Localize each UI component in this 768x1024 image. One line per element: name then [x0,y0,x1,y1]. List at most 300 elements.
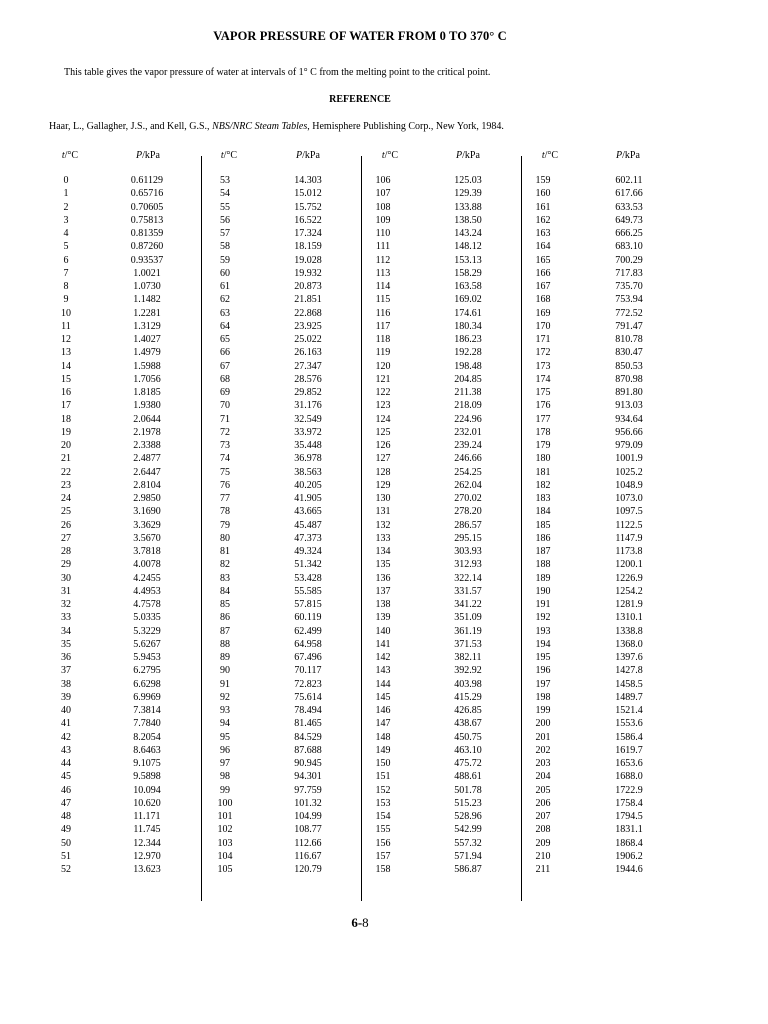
temperature-cell: 147 [375,718,391,730]
pressure-cell: 1.4027 [133,334,161,345]
header-p-symbol: P [136,150,143,161]
reference-publisher: , Hemisphere Publishing Corp., New York, 1984. [307,121,504,132]
pressure-cell: 1097.5 [615,506,643,518]
pressure-cell: 15.752 [294,201,322,213]
temperature-cell: 118 [375,334,391,345]
temperature-cell: 141 [375,638,391,650]
pressure-cell: 57.815 [294,599,322,610]
pressure-cell: 286.57 [454,519,482,531]
pressure-cell: 5.6267 [133,638,161,650]
temperature-cell: 57 [220,228,230,239]
pressure-cell: 361.19 [454,625,482,637]
temperature-cell: 102 [217,824,233,836]
temperature-cell: 149 [375,744,391,756]
temperature-cell: 32 [61,599,71,610]
pressure-cell: 1722.9 [615,784,643,796]
pressure-cell: 153.13 [454,254,482,266]
pressure-cell: 571.94 [454,850,482,862]
temperature-cell: 92 [220,691,230,703]
pressure-cell: 239.24 [454,440,482,451]
pressure-cell: 1458.5 [615,678,643,690]
temperature-cell: 78 [220,506,230,518]
temperature-cell: 96 [220,744,230,756]
pressure-cell: 1.5988 [133,360,161,372]
temperature-cell: 48 [61,811,71,822]
pressure-cell: 830.47 [615,347,643,359]
temperature-cell: 38 [61,678,71,690]
temperature-cell: 21 [61,453,71,465]
temperature-cell: 137 [375,585,391,597]
temperature-cell: 114 [375,281,391,292]
temperature-cell: 185 [535,519,551,531]
temperature-cell: 162 [535,214,551,226]
temperature-cell: 112 [375,254,391,266]
temperature-cell: 67 [220,360,230,372]
pressure-cell: 772.52 [615,307,643,319]
pressure-cell: 1586.4 [615,731,643,743]
temperature-cell: 121 [375,373,391,385]
pressure-cell: 0.65716 [130,188,164,200]
pressure-cell: 101.32 [294,797,322,809]
pressure-cell: 211.38 [454,387,482,398]
temperature-cell: 176 [535,400,551,412]
temperature-cell: 75 [220,466,230,478]
page-number-page: 8 [362,915,369,930]
temperature-cell: 14 [61,360,71,372]
temperature-cell: 140 [375,625,391,637]
pressure-cell: 501.78 [454,784,482,796]
temperature-cell: 25 [61,506,71,518]
temperature-cell: 120 [375,360,391,372]
pressure-cell: 649.73 [615,214,643,226]
pressure-cell: 2.8104 [133,479,161,491]
pressure-cell: 204.85 [454,373,482,385]
temperature-cell: 79 [220,519,230,531]
pressure-cell: 1.8185 [133,387,161,398]
temperature-cell: 192 [535,612,551,624]
pressure-cell: 75.614 [294,691,322,703]
temperature-cell: 29 [61,559,71,571]
pressure-cell: 20.873 [294,281,322,292]
temperature-cell: 124 [375,413,391,425]
pressure-cell: 133.88 [454,201,482,213]
temperature-cell: 208 [535,824,551,836]
temperature-cell: 181 [535,466,551,478]
temperature-cell: 136 [375,572,391,584]
temperature-cell: 63 [220,307,230,319]
temperature-cell: 196 [535,665,551,677]
pressure-cell: 0.93537 [130,254,164,266]
pressure-cell: 87.688 [294,744,322,756]
temperature-cell: 65 [220,334,230,345]
pressure-cell: 104.99 [294,811,322,822]
temperature-cell: 59 [220,254,230,266]
pressure-cell: 81.465 [294,718,322,730]
temperature-cell: 150 [375,758,391,769]
temperature-cell: 111 [375,241,391,253]
temperature-cell: 90 [220,665,230,677]
pressure-cell: 542.99 [454,824,482,836]
pressure-cell: 2.1978 [133,426,161,438]
temperature-cell: 110 [375,228,391,239]
pressure-cell: 21.851 [294,294,322,306]
header-temperature [530,150,570,161]
pressure-cell: 26.163 [294,347,322,359]
pressure-cell: 232.01 [454,426,482,438]
temperature-cell: 70 [220,400,230,412]
temperature-cell: 73 [220,440,230,451]
pressure-cell: 120.79 [294,864,322,875]
temperature-cell: 106 [375,175,391,186]
pressure-cell: 31.176 [294,400,322,412]
pressure-cell: 112.66 [294,837,322,849]
pressure-cell: 1944.6 [615,864,643,875]
temperature-cell: 94 [220,718,230,730]
pressure-cell: 956.66 [615,426,643,438]
pressure-cell: 9.1075 [133,758,161,769]
temperature-cell: 122 [375,387,391,398]
temperature-cell: 175 [535,387,551,398]
temperature-cell: 35 [61,638,71,650]
temperature-cell: 189 [535,572,551,584]
temperature-cell: 157 [375,850,391,862]
pressure-cell: 2.3388 [133,440,161,451]
temperature-cell: 187 [535,546,551,557]
temperature-cell: 39 [61,691,71,703]
temperature-cell: 210 [535,850,551,862]
pressure-cell: 1.4979 [133,347,161,359]
temperature-cell: 51 [61,850,71,862]
pressure-cell: 1489.7 [615,691,643,703]
pressure-cell: 70.117 [294,665,322,677]
pressure-cell: 129.39 [454,188,482,200]
pressure-cell: 169.02 [454,294,482,306]
pressure-cell: 1200.1 [615,559,643,571]
vapor-pressure-table [0,150,768,895]
pressure-cell: 4.7578 [133,599,161,610]
pressure-cell: 475.72 [454,758,482,769]
intro-text: This table gives the vapor pressure of water at intervals of 1° C from the melting point to the critical point. [64,67,491,78]
temperature-cell: 142 [375,652,391,663]
pressure-cell: 3.1690 [133,506,161,518]
pressure-cell: 17.324 [294,228,322,239]
pressure-cell: 1281.9 [615,599,643,610]
temperature-cell: 169 [535,307,551,319]
pressure-cell: 1688.0 [615,771,643,783]
temperature-cell: 77 [220,493,230,504]
pressure-cell: 33.972 [294,426,322,438]
temperature-cell: 153 [375,797,391,809]
pressure-cell: 1397.6 [615,652,643,663]
header-pressure [286,150,330,161]
temperature-cell: 178 [535,426,551,438]
temperature-cell: 198 [535,691,551,703]
pressure-cell: 148.12 [454,241,482,253]
header-t-symbol: t [220,150,224,161]
temperature-cell: 53 [220,175,230,186]
temperature-cell: 62 [220,294,230,306]
pressure-cell: 1794.5 [615,811,643,822]
temperature-cell: 100 [217,797,233,809]
temperature-cell: 99 [220,784,230,796]
temperature-cell: 101 [217,811,233,822]
header-t-unit: /°C [544,150,559,161]
temperature-cell: 107 [375,188,391,200]
pressure-cell: 1.0021 [133,267,161,279]
temperature-cell: 60 [220,267,230,279]
pressure-cell: 1368.0 [615,638,643,650]
pressure-cell: 382.11 [454,652,482,663]
pressure-cell: 1048.9 [615,479,643,491]
pressure-cell: 72.823 [294,678,322,690]
temperature-cell: 43 [61,744,71,756]
temperature-cell: 12 [61,334,71,345]
pressure-cell: 735.70 [615,281,643,292]
temperature-cell: 168 [535,294,551,306]
pressure-cell: 4.4953 [133,585,161,597]
pressure-cell: 392.92 [454,665,482,677]
pressure-cell: 10.094 [133,784,161,796]
pressure-cell: 35.448 [294,440,322,451]
pressure-cell: 666.25 [615,228,643,239]
pressure-cell: 913.03 [615,400,643,412]
temperature-cell: 72 [220,426,230,438]
reference-authors: Haar, L., Gallagher, J.S., and Kell, G.S., [49,121,213,132]
header-p-symbol: P [456,150,463,161]
temperature-cell: 13 [61,347,71,359]
temperature-cell: 125 [375,426,391,438]
pressure-cell: 84.529 [294,731,322,743]
pressure-cell: 515.23 [454,797,482,809]
temperature-cell: 71 [220,413,230,425]
page-number [0,915,720,931]
pressure-cell: 43.665 [294,506,322,518]
pressure-cell: 3.3629 [133,519,161,531]
pressure-cell: 810.78 [615,334,643,345]
temperature-cell: 64 [220,320,230,332]
temperature-cell: 10 [61,307,71,319]
pressure-cell: 322.14 [454,572,482,584]
pressure-cell: 3.5670 [133,532,161,544]
temperature-cell: 0 [63,175,69,186]
pressure-cell: 791.47 [615,320,643,332]
temperature-cell: 30 [61,572,71,584]
header-p-unit: /kPa [462,150,480,161]
header-temperature [209,150,249,161]
pressure-cell: 192.28 [454,347,482,359]
pressure-cell: 6.2795 [133,665,161,677]
pressure-cell: 36.978 [294,453,322,465]
pressure-cell: 198.48 [454,360,482,372]
pressure-cell: 8.6463 [133,744,161,756]
pressure-cell: 295.15 [454,532,482,544]
temperature-cell: 156 [375,837,391,849]
pressure-cell: 1025.2 [615,466,643,478]
pressure-cell: 2.9850 [133,493,161,504]
pressure-cell: 246.66 [454,453,482,465]
pressure-cell: 1831.1 [615,824,643,836]
temperature-cell: 19 [61,426,71,438]
temperature-cell: 155 [375,824,391,836]
temperature-cell: 174 [535,373,551,385]
temperature-cell: 184 [535,506,551,518]
pressure-cell: 1427.8 [615,665,643,677]
temperature-cell: 200 [535,718,551,730]
pressure-cell: 2.0644 [133,413,161,425]
temperature-cell: 97 [220,758,230,769]
temperature-cell: 199 [535,705,551,716]
temperature-cell: 177 [535,413,551,425]
temperature-cell: 46 [61,784,71,796]
pressure-cell: 303.93 [454,546,482,557]
temperature-cell: 88 [220,638,230,650]
pressure-cell: 174.61 [454,307,482,319]
pressure-cell: 19.028 [294,254,322,266]
temperature-cell: 87 [220,625,230,637]
temperature-cell: 166 [535,267,551,279]
pressure-cell: 1619.7 [615,744,643,756]
temperature-cell: 173 [535,360,551,372]
header-pressure [446,150,490,161]
pressure-cell: 90.945 [294,758,322,769]
temperature-cell: 28 [61,546,71,557]
pressure-cell: 138.50 [454,214,482,226]
pressure-cell: 38.563 [294,466,322,478]
pressure-cell: 0.81359 [130,228,164,239]
pressure-cell: 40.205 [294,479,322,491]
pressure-cell: 18.159 [294,241,322,253]
temperature-cell: 104 [217,850,233,862]
temperature-cell: 128 [375,466,391,478]
pressure-cell: 371.53 [454,638,482,650]
pressure-cell: 870.98 [615,373,643,385]
temperature-cell: 69 [220,387,230,398]
temperature-cell: 205 [535,784,551,796]
pressure-cell: 23.925 [294,320,322,332]
pressure-cell: 5.3229 [133,625,161,637]
pressure-cell: 1310.1 [615,612,643,624]
pressure-cell: 53.428 [294,572,322,584]
temperature-cell: 80 [220,532,230,544]
pressure-cell: 488.61 [454,771,482,783]
header-pressure [606,150,650,161]
pressure-cell: 438.67 [454,718,482,730]
temperature-cell: 130 [375,493,391,504]
temperature-cell: 8 [63,281,69,292]
pressure-cell: 116.67 [294,850,322,862]
pressure-cell: 47.373 [294,532,322,544]
temperature-cell: 197 [535,678,551,690]
pressure-cell: 218.09 [454,400,482,412]
pressure-cell: 528.96 [454,811,482,822]
pressure-cell: 45.487 [294,519,322,531]
header-t-symbol: t [381,150,385,161]
pressure-cell: 10.620 [133,797,161,809]
temperature-cell: 16 [61,387,71,398]
pressure-cell: 11.745 [133,824,161,836]
temperature-cell: 68 [220,373,230,385]
temperature-cell: 81 [220,546,230,557]
header-p-unit: /kPa [142,150,160,161]
temperature-cell: 183 [535,493,551,504]
temperature-cell: 103 [217,837,233,849]
temperature-cell: 42 [61,731,71,743]
pressure-cell: 186.23 [454,334,482,345]
pressure-cell: 426.85 [454,705,482,716]
pressure-cell: 28.576 [294,373,322,385]
pressure-cell: 15.012 [294,188,322,200]
pressure-cell: 1.1482 [133,294,161,306]
temperature-cell: 76 [220,479,230,491]
temperature-cell: 158 [375,864,391,875]
pressure-cell: 1122.5 [615,519,643,531]
pressure-cell: 586.87 [454,864,482,875]
pressure-cell: 125.03 [454,175,482,186]
temperature-cell: 202 [535,744,551,756]
temperature-cell: 3 [63,214,69,226]
pressure-cell: 934.64 [615,413,643,425]
pressure-cell: 341.22 [454,599,482,610]
temperature-cell: 139 [375,612,391,624]
pressure-cell: 331.57 [454,585,482,597]
pressure-cell: 1553.6 [615,718,643,730]
temperature-cell: 7 [63,267,69,279]
temperature-cell: 159 [535,175,551,186]
temperature-cell: 2 [63,201,69,213]
pressure-cell: 557.32 [454,837,482,849]
pressure-cell: 25.022 [294,334,322,345]
pressure-cell: 1073.0 [615,493,643,504]
pressure-cell: 850.53 [615,360,643,372]
temperature-cell: 33 [61,612,71,624]
header-p-unit: /kPa [622,150,640,161]
pressure-cell: 64.958 [294,638,322,650]
temperature-cell: 186 [535,532,551,544]
pressure-cell: 1.9380 [133,400,161,412]
temperature-cell: 6 [63,254,69,266]
temperature-cell: 85 [220,599,230,610]
temperature-cell: 1 [63,188,69,200]
temperature-cell: 23 [61,479,71,491]
temperature-cell: 15 [61,373,71,385]
pressure-cell: 979.09 [615,440,643,451]
temperature-cell: 190 [535,585,551,597]
temperature-cell: 113 [375,267,391,279]
temperature-cell: 119 [375,347,391,359]
pressure-cell: 5.0335 [133,612,161,624]
temperature-cell: 148 [375,731,391,743]
temperature-cell: 50 [61,837,71,849]
column-divider [521,156,522,901]
temperature-cell: 207 [535,811,551,822]
pressure-cell: 717.83 [615,267,643,279]
pressure-cell: 602.11 [615,175,643,186]
temperature-cell: 9 [63,294,69,306]
temperature-cell: 146 [375,705,391,716]
temperature-cell: 116 [375,307,391,319]
pressure-cell: 7.3814 [133,705,161,716]
pressure-cell: 97.759 [294,784,322,796]
temperature-cell: 84 [220,585,230,597]
pressure-cell: 224.96 [454,413,482,425]
pressure-cell: 163.58 [454,281,482,292]
temperature-cell: 164 [535,241,551,253]
temperature-cell: 171 [535,334,551,345]
pressure-cell: 13.623 [133,864,161,875]
pressure-cell: 1147.9 [615,532,643,544]
pressure-cell: 158.29 [454,267,482,279]
pressure-cell: 55.585 [294,585,322,597]
